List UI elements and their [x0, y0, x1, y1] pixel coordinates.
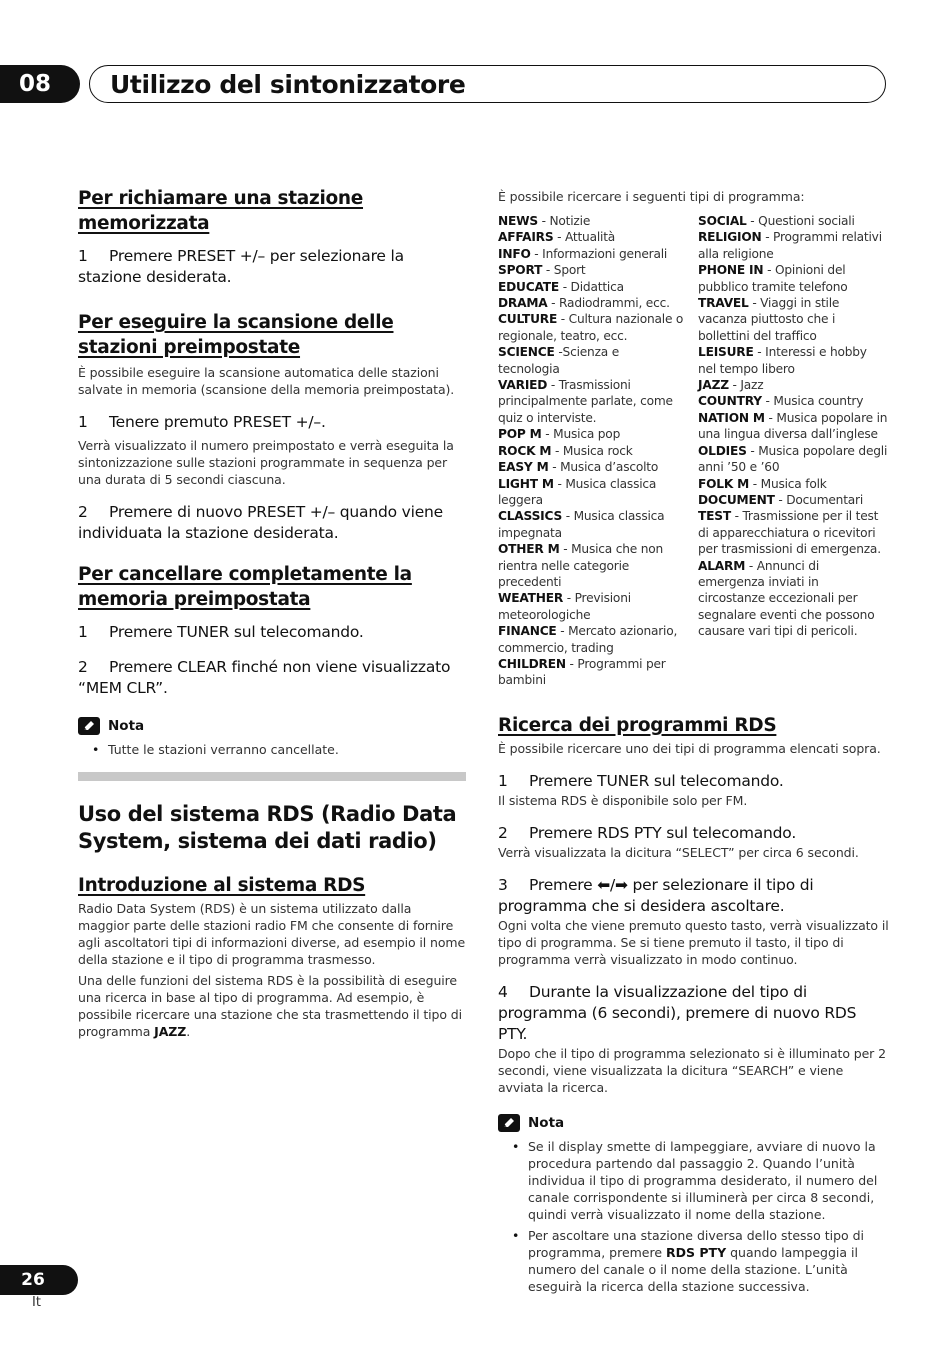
pty-item: LEISURE - Interessi e hobby nel tempo libero [698, 345, 867, 376]
pty-item: TRAVEL - Viaggi in stile vacanza piuttosto che i bollettini del traffico [698, 296, 840, 343]
pty-item: CLASSICS - Musica classica impegnata [498, 509, 665, 540]
pty-item: COUNTRY - Musica country [698, 394, 864, 409]
page-number: 26 [21, 1270, 45, 1290]
rds-intro-paragraph-1: Radio Data System (RDS) è un sistema utilizzato dalla maggior parte delle stazioni radio FM che consente di fornire agli ascoltatori tipi di informazioni diverse, ad esempio il nome della stazione e il tipo di programma trasmesso. [78, 901, 466, 967]
right-column [498, 188, 890, 1299]
section-divider-bar [78, 772, 466, 781]
heading-rds-system: Uso del sistema RDS (Radio Data System, sistema dei dati radio) [78, 802, 457, 853]
note-item: • Per ascoltare una stazione diversa dello stesso tipo di programma, premere RDS PTY quando lampeggia il numero del canale o il nome della stazione. L’unità eseguirà la ricerca della stazione successiva. [512, 1227, 890, 1295]
pty-item: PHONE IN - Opinioni del pubblico tramite telefono [698, 263, 848, 294]
note-header-left [78, 717, 466, 735]
pencil-note-icon [78, 717, 100, 735]
pty-item: OLDIES - Musica popolare degli anni ’50 e ’60 [698, 443, 888, 475]
rds-search-intro: È possibile ricercare uno dei tipi di programma elencati sopra. [498, 740, 881, 756]
chapter-number: 08 [18, 71, 51, 97]
note-item: • Se il display smette di lampeggiare, avviare di nuovo la procedura partendo dal passaggio 2. Quando l’unità individua il tipo di programma desiderato, il numero del canale corrispondente si illuminerà per circa 8 secondi, quindi verrà visualizzato il nome della stazione. [512, 1138, 890, 1223]
note-list-left [78, 741, 466, 758]
step-search-4: 4 Durante la visualizzazione del tipo di programma (6 secondi), premere di nuovo RDS PTY. [498, 982, 857, 1043]
step-recall-1: 1 Premere PRESET +/– per selezionare la stazione desiderata. [78, 247, 404, 286]
note-label: Nota [528, 1114, 565, 1131]
pty-item: NATION M - Musica popolare in una lingua diversa dall’inglese [698, 410, 888, 442]
pty-intro: È possibile ricercare i seguenti tipi di programma: [498, 189, 805, 204]
pty-item: DOCUMENT - Documentari [698, 492, 864, 507]
pty-item: WEATHER - Previsioni meteorologiche [498, 591, 631, 622]
step-scan-1: 1 Tenere premuto PRESET +/–. [78, 413, 326, 431]
pty-item: INFO - Informazioni generali [498, 246, 668, 261]
heading-clear-memory: Per cancellare completamente la memoria preimpostata [78, 564, 412, 610]
pty-item: POP M - Musica pop [498, 427, 621, 442]
chapter-title-frame [89, 65, 886, 103]
pty-item: EDUCATE - Didattica [498, 279, 624, 294]
page-language: It [32, 1295, 41, 1310]
pty-item: FOLK M - Musica folk [698, 476, 827, 491]
step-scan-2: 2 Premere di nuovo PRESET +/– quando viene individuata la stazione desiderata. [78, 503, 443, 542]
pty-item: CHILDREN - Programmi per bambini [498, 656, 666, 688]
step-clear-1: 1 Premere TUNER sul telecomando. [78, 623, 364, 641]
preset-scan-intro: È possibile eseguire la scansione automatica delle stazioni salvate in memoria (scansione della memoria preimpostata). [78, 365, 455, 397]
chapter-title: Utilizzo del sintonizzatore [110, 69, 466, 99]
pty-item: VARIED - Trasmissioni principalmente parlate, come quiz o interviste. [498, 378, 673, 425]
pty-item: SOCIAL - Questioni sociali [698, 214, 855, 228]
heading-recall-station: Per richiamare una stazione memorizzata [78, 188, 364, 234]
pty-item: ROCK M - Musica rock [498, 443, 633, 458]
pty-item: SPORT - Sport [498, 263, 586, 278]
pty-item: SCIENCE -Scienza e tecnologia [498, 345, 620, 376]
note-label: Nota [108, 718, 145, 734]
step-search-3: 3 Premere ⬅/➡ per selezionare il tipo di programma che si desidera ascoltare. [498, 875, 814, 915]
rds-intro-paragraph-2: Una delle funzioni del sistema RDS è la possibilità di eseguire una ricerca in base al tipo di programma. Ad esempio, è possibile ricercare una stazione che sta trasmettendo il tipo di programma JAZZ. [78, 973, 462, 1039]
program-type-column-right [698, 213, 888, 689]
pty-item: NEWS - Notizie [498, 214, 591, 228]
heading-preset-scan: Per eseguire la scansione delle stazioni preimpostate [78, 312, 394, 358]
step-search-4-body: Dopo che il tipo di programma selezionato si è illuminato per 2 secondi, viene visualizzata la dicitura “SEARCH” e viene avviata la ricerca. [498, 1045, 886, 1095]
pty-item: EASY M - Musica d’ascolto [498, 460, 659, 475]
step-search-3-body: Ogni volta che viene premuto questo tasto, verrà visualizzato il tipo di programma. Se si tiene premuto il tasto, il tipo di programma verrà visualizzato in modo continuo. [498, 917, 889, 967]
pty-item: ALARM - Annunci di emergenza inviati in circostanze eccezionali per segnalare eventi che possono causare vari tipi di pericoli. [698, 558, 875, 639]
program-type-list [498, 213, 890, 689]
note-item: • Tutte le stazioni verranno cancellate. [92, 741, 466, 758]
pencil-note-icon [498, 1114, 520, 1132]
pty-item: DRAMA - Radiodrammi, ecc. [498, 296, 670, 311]
note-list-right [498, 1138, 890, 1295]
pty-item: FINANCE - Mercato azionario, commercio, trading [498, 624, 678, 655]
step-search-1-body: Il sistema RDS è disponibile solo per FM. [498, 792, 748, 808]
left-right-arrow-icons: ⬅/➡ [597, 875, 628, 894]
pty-item: TEST - Trasmissione per il test di apparecchiatura o ricevitori per trasmissioni di emergenza. [698, 509, 881, 557]
pty-item: LIGHT M - Musica classica leggera [498, 476, 657, 507]
step-clear-2: 2 Premere CLEAR finché non viene visualizzato “MEM CLR”. [78, 658, 451, 697]
pty-item: OTHER M - Musica che non rientra nelle categorie precedenti [498, 542, 664, 589]
left-column [78, 186, 466, 1040]
note-header-right [498, 1114, 890, 1132]
heading-rds-intro: Introduzione al sistema RDS [78, 875, 366, 896]
step-search-2: 2 Premere RDS PTY sul telecomando. [498, 823, 797, 842]
pty-item: JAZZ - Jazz [698, 378, 764, 393]
pty-item: RELIGION - Programmi relativi alla religione [698, 230, 882, 261]
step-scan-1-body: Verrà visualizzato il numero preimpostato e verrà eseguita la sintonizzazione sulle stazioni programmate in sequenza per una durata di 5 secondi ciascuna. [78, 438, 454, 487]
chapter-number-badge [0, 65, 80, 103]
pty-item: AFFAIRS - Attualità [498, 230, 616, 245]
step-search-2-body: Verrà visualizzata la dicitura “SELECT” per circa 6 secondi. [498, 844, 859, 860]
page-number-badge [0, 1265, 78, 1295]
program-type-column-left [498, 213, 684, 689]
pty-item: CULTURE - Cultura nazionale o regionale, teatro, ecc. [498, 312, 684, 343]
step-search-1: 1 Premere TUNER sul telecomando. [498, 771, 784, 790]
heading-rds-search: Ricerca dei programmi RDS [498, 714, 777, 736]
